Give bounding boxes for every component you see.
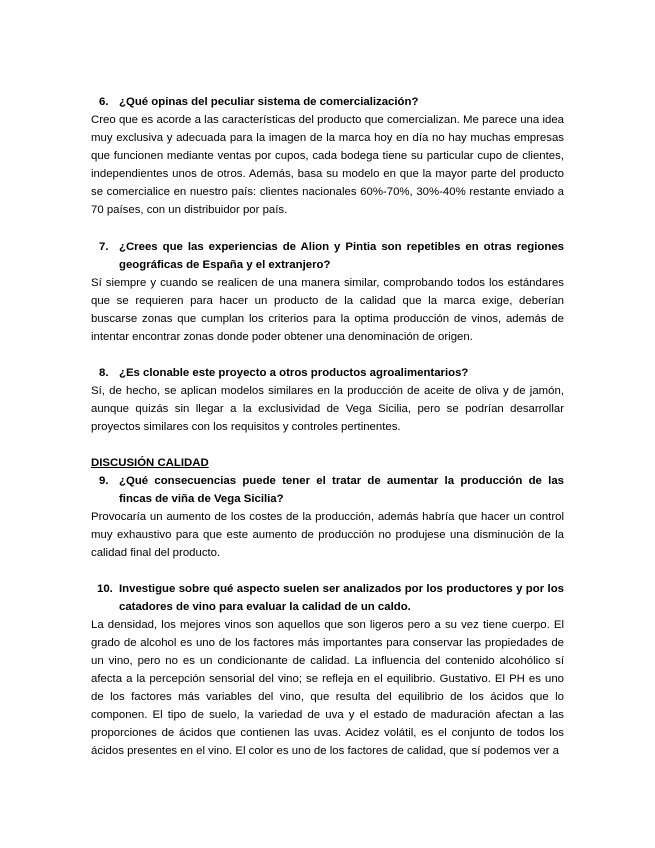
question-7 [91, 238, 564, 274]
question-text: Investigue sobre qué aspecto suelen ser analizados por los productores y por los catadores de vino para evaluar la calidad de un caldo. [119, 583, 564, 613]
question-6 [91, 93, 564, 111]
section-8 [91, 364, 564, 436]
question-number: 7. [99, 241, 109, 253]
question-text: ¿Crees que las experiencias de Alion y Pintia son repetibles en otras regiones geográficas de España y el extranjero? [119, 241, 564, 271]
section-6 [91, 93, 564, 219]
question-text: ¿Qué consecuencias puede tener el tratar de aumentar la producción de las fincas de viña de Vega Sicilia? [119, 475, 564, 505]
question-8 [91, 364, 564, 382]
answer-7: Sí siempre y cuando se realicen de una manera similar, comprobando todos los estándares que se requieren para hacer un producto de la calidad que la marca exige, deberían buscarse zonas que cumplan los criterios para la optima producción de vinos, además de intentar encontrar zonas donde poder obtener una denominación de origen. [91, 277, 564, 343]
question-10 [91, 580, 564, 616]
section-7 [91, 238, 564, 346]
question-number: 9. [99, 475, 109, 487]
answer-8: Sí, de hecho, se aplican modelos similares en la producción de aceite de oliva y de jamón, aunque quizás sin llegar a la exclusividad de Vega Sicilia, pero se podrían desarrollar proyectos similares con los requisitos y controles pertinentes. [91, 385, 564, 433]
question-number: 6. [99, 96, 109, 108]
section-10 [91, 580, 564, 760]
answer-10: La densidad, los mejores vinos son aquellos que son ligeros pero a su vez tiene cuerpo. El grado de alcohol es uno de los factores más importantes para conservar las propiedades de un vino, pero no es un condicionante de calidad. La influencia del contenido alcohólico sí afecta a la percepción sensorial del vino; se refleja en el equilibrio. Gustativo. El PH es uno de los factores más variables del vino, que resulta del equilibrio de los ácidos que lo componen. El tipo de suelo, la variedad de uva y el estado de maduración afectan a las proporciones de ácidos que contienen las uvas. Acidez volátil, es el conjunto de todos los ácidos presentes en el vino. El color es uno de los factores de calidad, que sí podemos ver a [91, 619, 564, 757]
question-9 [91, 472, 564, 508]
discussion-heading: DISCUSIÓN CALIDAD [91, 457, 209, 469]
question-text: ¿Qué opinas del peculiar sistema de comercialización? [119, 96, 419, 108]
question-text: ¿Es clonable este proyecto a otros productos agroalimentarios? [119, 367, 469, 379]
question-number: 10. [97, 583, 113, 595]
question-number: 8. [99, 367, 109, 379]
answer-9: Provocaría un aumento de los costes de la producción, además habría que hacer un control muy exhaustivo para que este aumento de producción no produjese una disminución de la calidad final del producto. [91, 511, 564, 559]
answer-6: Creo que es acorde a las características del producto que comercializan. Me parece una idea muy exclusiva y adecuada para la imagen de la marca hoy en día no hay muchas empresas que funcionen mediante ventas por cupos, cada bodega tiene su particular cupo de clientes, independientes unos de otros. Además, basa su modelo en que la mayor parte del producto se comercialice en nuestro país: clientes nacionales 60%-70%, 30%-40% restante enviado a 70 países, con un distribuidor por país. [91, 114, 564, 216]
section-9 [91, 472, 564, 562]
